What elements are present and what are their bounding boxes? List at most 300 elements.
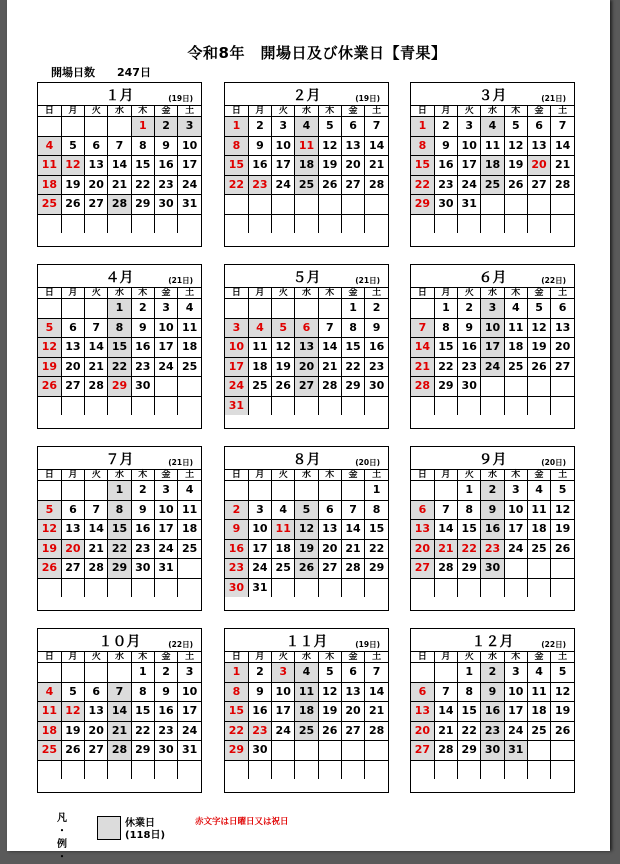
week-row <box>225 760 388 779</box>
day-cell: 21 <box>341 539 364 559</box>
empty-cell <box>365 760 388 779</box>
empty-cell <box>295 396 318 415</box>
empty-cell <box>318 299 341 319</box>
day-cell: 31 <box>178 741 201 761</box>
day-cell: 14 <box>108 702 131 722</box>
empty-cell <box>108 760 131 779</box>
empty-cell <box>154 760 177 779</box>
day-cell: 5 <box>38 500 61 520</box>
weekday-label: 土 <box>365 106 388 117</box>
day-cell: 29 <box>365 559 388 579</box>
day-cell: 10 <box>272 136 295 156</box>
day-cell: 21 <box>318 357 341 377</box>
day-cell: 31 <box>248 578 271 597</box>
month-name: １月 <box>105 88 134 104</box>
day-cell: 14 <box>411 338 434 358</box>
day-cell: 24 <box>504 539 527 559</box>
day-cell: 6 <box>551 299 574 319</box>
month-header <box>38 265 201 287</box>
day-cell: 25 <box>38 195 61 215</box>
day-cell: 29 <box>108 377 131 397</box>
month-header <box>225 629 388 651</box>
weekday-label: 金 <box>341 288 364 299</box>
weekday-label: 土 <box>178 106 201 117</box>
day-cell: 10 <box>504 682 527 702</box>
day-cell: 17 <box>178 156 201 176</box>
weekday-label: 火 <box>272 470 295 481</box>
month-header <box>38 447 201 469</box>
day-cell: 22 <box>434 357 457 377</box>
day-cell: 19 <box>295 539 318 559</box>
weekday-label: 月 <box>61 470 84 481</box>
empty-cell <box>458 396 481 415</box>
empty-cell <box>178 214 201 233</box>
weekday-row <box>411 106 574 117</box>
weekday-label: 日 <box>411 288 434 299</box>
day-cell: 8 <box>131 682 154 702</box>
day-cell: 6 <box>318 500 341 520</box>
day-cell: 14 <box>434 702 457 722</box>
day-cell: 22 <box>458 539 481 559</box>
day-cell: 16 <box>248 156 271 176</box>
month-header <box>411 265 574 287</box>
day-cell: 8 <box>225 136 248 156</box>
week-row <box>225 741 388 761</box>
empty-cell <box>551 760 574 779</box>
day-cell: 21 <box>108 175 131 195</box>
day-cell: 5 <box>551 663 574 683</box>
day-cell: 2 <box>248 663 271 683</box>
day-cell: 30 <box>458 377 481 397</box>
week-row <box>225 520 388 540</box>
day-cell: 18 <box>504 338 527 358</box>
day-cell: 23 <box>225 559 248 579</box>
day-cell: 17 <box>225 357 248 377</box>
weekday-label: 水 <box>481 106 504 117</box>
day-cell: 28 <box>318 377 341 397</box>
day-cell: 28 <box>365 721 388 741</box>
weekday-row <box>38 652 201 663</box>
empty-cell <box>85 481 108 501</box>
month-table <box>38 105 201 233</box>
empty-cell <box>365 195 388 215</box>
day-cell: 20 <box>411 539 434 559</box>
day-cell: 1 <box>108 481 131 501</box>
day-cell: 21 <box>434 721 457 741</box>
day-cell: 6 <box>341 663 364 683</box>
week-row <box>225 396 388 415</box>
empty-cell <box>481 214 504 233</box>
empty-cell <box>411 396 434 415</box>
week-row <box>411 357 574 377</box>
day-cell: 7 <box>551 117 574 137</box>
empty-cell <box>61 214 84 233</box>
day-cell: 12 <box>38 520 61 540</box>
week-row <box>225 214 388 233</box>
weekday-row <box>38 288 201 299</box>
empty-cell <box>551 396 574 415</box>
day-cell: 12 <box>551 682 574 702</box>
empty-cell <box>481 195 504 215</box>
weekday-label: 水 <box>481 470 504 481</box>
day-cell: 7 <box>341 500 364 520</box>
day-cell: 2 <box>481 663 504 683</box>
empty-cell <box>527 396 550 415</box>
day-cell: 4 <box>295 663 318 683</box>
week-row <box>225 539 388 559</box>
day-cell: 22 <box>411 175 434 195</box>
day-cell: 8 <box>108 318 131 338</box>
week-row <box>225 136 388 156</box>
empty-cell <box>131 760 154 779</box>
day-cell: 8 <box>411 136 434 156</box>
empty-cell <box>318 741 341 761</box>
day-cell: 11 <box>504 318 527 338</box>
legend-count: (118日) <box>125 830 166 841</box>
day-cell: 11 <box>295 682 318 702</box>
weekday-label: 土 <box>365 288 388 299</box>
day-cell: 13 <box>318 520 341 540</box>
day-cell: 11 <box>38 156 61 176</box>
day-cell: 25 <box>527 539 550 559</box>
month-open-count: (19日) <box>355 94 380 103</box>
day-cell: 20 <box>295 357 318 377</box>
day-cell: 16 <box>458 338 481 358</box>
month-table <box>411 651 574 779</box>
day-cell: 2 <box>154 663 177 683</box>
month-open-count: (20日) <box>355 458 380 467</box>
week-row <box>225 481 388 501</box>
day-cell: 26 <box>527 357 550 377</box>
weekday-row <box>38 470 201 481</box>
day-cell: 13 <box>85 156 108 176</box>
empty-cell <box>272 481 295 501</box>
empty-cell <box>551 377 574 397</box>
day-cell: 21 <box>85 539 108 559</box>
day-cell: 17 <box>504 702 527 722</box>
day-cell: 10 <box>225 338 248 358</box>
day-cell: 2 <box>131 299 154 319</box>
empty-cell <box>504 377 527 397</box>
day-cell: 15 <box>108 520 131 540</box>
day-cell: 10 <box>458 136 481 156</box>
month-name: ８月 <box>292 452 321 468</box>
week-row <box>411 539 574 559</box>
empty-cell <box>272 214 295 233</box>
weekday-row <box>411 288 574 299</box>
day-cell: 22 <box>341 357 364 377</box>
day-cell: 4 <box>38 136 61 156</box>
month-name: ６月 <box>478 270 507 286</box>
day-cell: 2 <box>481 481 504 501</box>
day-cell: 3 <box>225 318 248 338</box>
empty-cell <box>527 760 550 779</box>
empty-cell <box>108 578 131 597</box>
weekday-label: 金 <box>527 288 550 299</box>
month-header <box>225 447 388 469</box>
day-cell: 21 <box>551 156 574 176</box>
empty-cell <box>178 559 201 579</box>
empty-cell <box>272 195 295 215</box>
day-cell: 27 <box>61 559 84 579</box>
week-row <box>38 578 201 597</box>
day-cell: 16 <box>365 338 388 358</box>
day-cell: 17 <box>154 338 177 358</box>
empty-cell <box>434 481 457 501</box>
day-cell: 7 <box>85 500 108 520</box>
month-table <box>38 469 201 597</box>
weekday-row <box>225 106 388 117</box>
day-cell: 21 <box>365 156 388 176</box>
day-cell: 17 <box>154 520 177 540</box>
day-cell: 23 <box>154 175 177 195</box>
weekday-label: 金 <box>527 470 550 481</box>
week-row <box>225 559 388 579</box>
weekday-label: 火 <box>458 470 481 481</box>
day-cell: 30 <box>131 559 154 579</box>
day-cell: 13 <box>411 520 434 540</box>
day-cell: 25 <box>527 721 550 741</box>
month-name: ５月 <box>292 270 321 286</box>
empty-cell <box>527 741 550 761</box>
empty-cell <box>295 214 318 233</box>
empty-cell <box>61 117 84 137</box>
day-cell: 15 <box>458 520 481 540</box>
day-cell: 3 <box>178 663 201 683</box>
empty-cell <box>434 760 457 779</box>
week-row <box>411 377 574 397</box>
day-cell: 3 <box>178 117 201 137</box>
day-cell: 30 <box>481 559 504 579</box>
weekday-row <box>411 652 574 663</box>
empty-cell <box>38 481 61 501</box>
month-open-count: (21日) <box>541 94 566 103</box>
day-cell: 15 <box>458 702 481 722</box>
day-cell: 10 <box>178 136 201 156</box>
day-cell: 5 <box>38 318 61 338</box>
empty-cell <box>341 195 364 215</box>
empty-cell <box>434 578 457 597</box>
day-cell: 18 <box>295 156 318 176</box>
empty-cell <box>248 214 271 233</box>
month-open-count: (22日) <box>541 640 566 649</box>
empty-cell <box>272 741 295 761</box>
month-table <box>411 469 574 597</box>
week-row <box>38 539 201 559</box>
month-calendar <box>224 446 389 611</box>
day-cell: 31 <box>225 396 248 415</box>
day-cell: 12 <box>38 338 61 358</box>
day-cell: 25 <box>178 539 201 559</box>
day-cell: 23 <box>131 539 154 559</box>
week-row <box>411 338 574 358</box>
day-cell: 27 <box>85 195 108 215</box>
day-cell: 7 <box>434 682 457 702</box>
month-header <box>225 83 388 105</box>
weekday-label: 土 <box>178 288 201 299</box>
empty-cell <box>108 214 131 233</box>
day-cell: 15 <box>108 338 131 358</box>
month-name: ４月 <box>105 270 134 286</box>
month-open-count: (20日) <box>541 458 566 467</box>
empty-cell <box>411 760 434 779</box>
empty-cell <box>295 760 318 779</box>
weekday-label: 月 <box>248 106 271 117</box>
empty-cell <box>504 578 527 597</box>
month-open-count: (21日) <box>168 458 193 467</box>
empty-cell <box>154 377 177 397</box>
empty-cell <box>434 396 457 415</box>
day-cell: 23 <box>154 721 177 741</box>
weekday-row <box>225 288 388 299</box>
weekday-label: 火 <box>458 288 481 299</box>
weekday-label: 土 <box>365 652 388 663</box>
day-cell: 4 <box>295 117 318 137</box>
weekday-label: 水 <box>295 470 318 481</box>
legend-closed-swatch <box>97 816 121 840</box>
day-cell: 17 <box>178 702 201 722</box>
empty-cell <box>225 299 248 319</box>
weekday-label: 火 <box>272 652 295 663</box>
weekday-label: 金 <box>527 652 550 663</box>
empty-cell <box>85 760 108 779</box>
day-cell: 18 <box>38 175 61 195</box>
week-row <box>38 721 201 741</box>
day-cell: 14 <box>85 338 108 358</box>
weekday-label: 火 <box>272 288 295 299</box>
day-cell: 3 <box>272 663 295 683</box>
day-cell: 30 <box>225 578 248 597</box>
month-name: ７月 <box>105 452 134 468</box>
empty-cell <box>85 396 108 415</box>
day-cell: 9 <box>481 500 504 520</box>
day-cell: 26 <box>61 741 84 761</box>
empty-cell <box>318 396 341 415</box>
week-row <box>38 117 201 137</box>
day-cell: 16 <box>131 338 154 358</box>
weekday-label: 日 <box>38 470 61 481</box>
day-cell: 24 <box>458 175 481 195</box>
week-row <box>38 481 201 501</box>
day-cell: 1 <box>434 299 457 319</box>
day-cell: 9 <box>458 318 481 338</box>
day-cell: 8 <box>225 682 248 702</box>
weekday-label: 火 <box>458 652 481 663</box>
empty-cell <box>551 195 574 215</box>
day-cell: 13 <box>85 702 108 722</box>
weekday-label: 日 <box>38 288 61 299</box>
empty-cell <box>551 559 574 579</box>
month-table <box>411 287 574 415</box>
day-cell: 16 <box>225 539 248 559</box>
weekday-label: 火 <box>85 470 108 481</box>
day-cell: 26 <box>504 175 527 195</box>
day-cell: 27 <box>551 357 574 377</box>
weekday-label: 木 <box>318 470 341 481</box>
day-cell: 21 <box>411 357 434 377</box>
day-cell: 11 <box>272 520 295 540</box>
weekday-label: 月 <box>61 288 84 299</box>
empty-cell <box>38 578 61 597</box>
weekday-row <box>225 470 388 481</box>
day-cell: 17 <box>248 539 271 559</box>
day-cell: 15 <box>131 702 154 722</box>
weekday-label: 月 <box>434 106 457 117</box>
day-cell: 10 <box>481 318 504 338</box>
empty-cell <box>365 741 388 761</box>
empty-cell <box>318 481 341 501</box>
month-name: １０月 <box>98 634 141 650</box>
weekday-label: 水 <box>108 652 131 663</box>
day-cell: 19 <box>318 702 341 722</box>
day-cell: 26 <box>295 559 318 579</box>
empty-cell <box>365 396 388 415</box>
empty-cell <box>411 481 434 501</box>
day-cell: 29 <box>434 377 457 397</box>
week-row <box>38 500 201 520</box>
day-cell: 24 <box>272 721 295 741</box>
day-cell: 6 <box>411 682 434 702</box>
empty-cell <box>411 578 434 597</box>
day-cell: 6 <box>527 117 550 137</box>
empty-cell <box>108 396 131 415</box>
day-cell: 20 <box>341 156 364 176</box>
week-row <box>38 195 201 215</box>
weekday-label: 木 <box>318 106 341 117</box>
day-cell: 26 <box>551 539 574 559</box>
day-cell: 8 <box>108 500 131 520</box>
empty-cell <box>178 396 201 415</box>
month-name: １２月 <box>471 634 514 650</box>
day-cell: 5 <box>504 117 527 137</box>
day-cell: 4 <box>272 500 295 520</box>
day-cell: 1 <box>458 663 481 683</box>
empty-cell <box>318 195 341 215</box>
weekday-label: 木 <box>131 470 154 481</box>
month-name: ２月 <box>292 88 321 104</box>
day-cell: 9 <box>131 318 154 338</box>
day-cell: 15 <box>341 338 364 358</box>
day-cell: 24 <box>178 175 201 195</box>
day-cell: 31 <box>458 195 481 215</box>
day-cell: 26 <box>38 377 61 397</box>
empty-cell <box>225 481 248 501</box>
empty-cell <box>85 214 108 233</box>
day-cell: 28 <box>434 559 457 579</box>
empty-cell <box>318 760 341 779</box>
day-cell: 14 <box>85 520 108 540</box>
day-cell: 6 <box>295 318 318 338</box>
empty-cell <box>341 481 364 501</box>
empty-cell <box>61 396 84 415</box>
day-cell: 24 <box>248 559 271 579</box>
day-cell: 17 <box>272 156 295 176</box>
day-cell: 13 <box>411 702 434 722</box>
empty-cell <box>225 760 248 779</box>
day-cell: 7 <box>365 663 388 683</box>
empty-cell <box>61 299 84 319</box>
week-row <box>411 299 574 319</box>
day-cell: 28 <box>85 559 108 579</box>
weekday-label: 月 <box>61 652 84 663</box>
weekday-label: 土 <box>365 470 388 481</box>
day-cell: 9 <box>248 136 271 156</box>
weekday-label: 火 <box>85 106 108 117</box>
day-cell: 29 <box>411 195 434 215</box>
weekday-label: 水 <box>295 288 318 299</box>
empty-cell <box>551 578 574 597</box>
empty-cell <box>248 396 271 415</box>
